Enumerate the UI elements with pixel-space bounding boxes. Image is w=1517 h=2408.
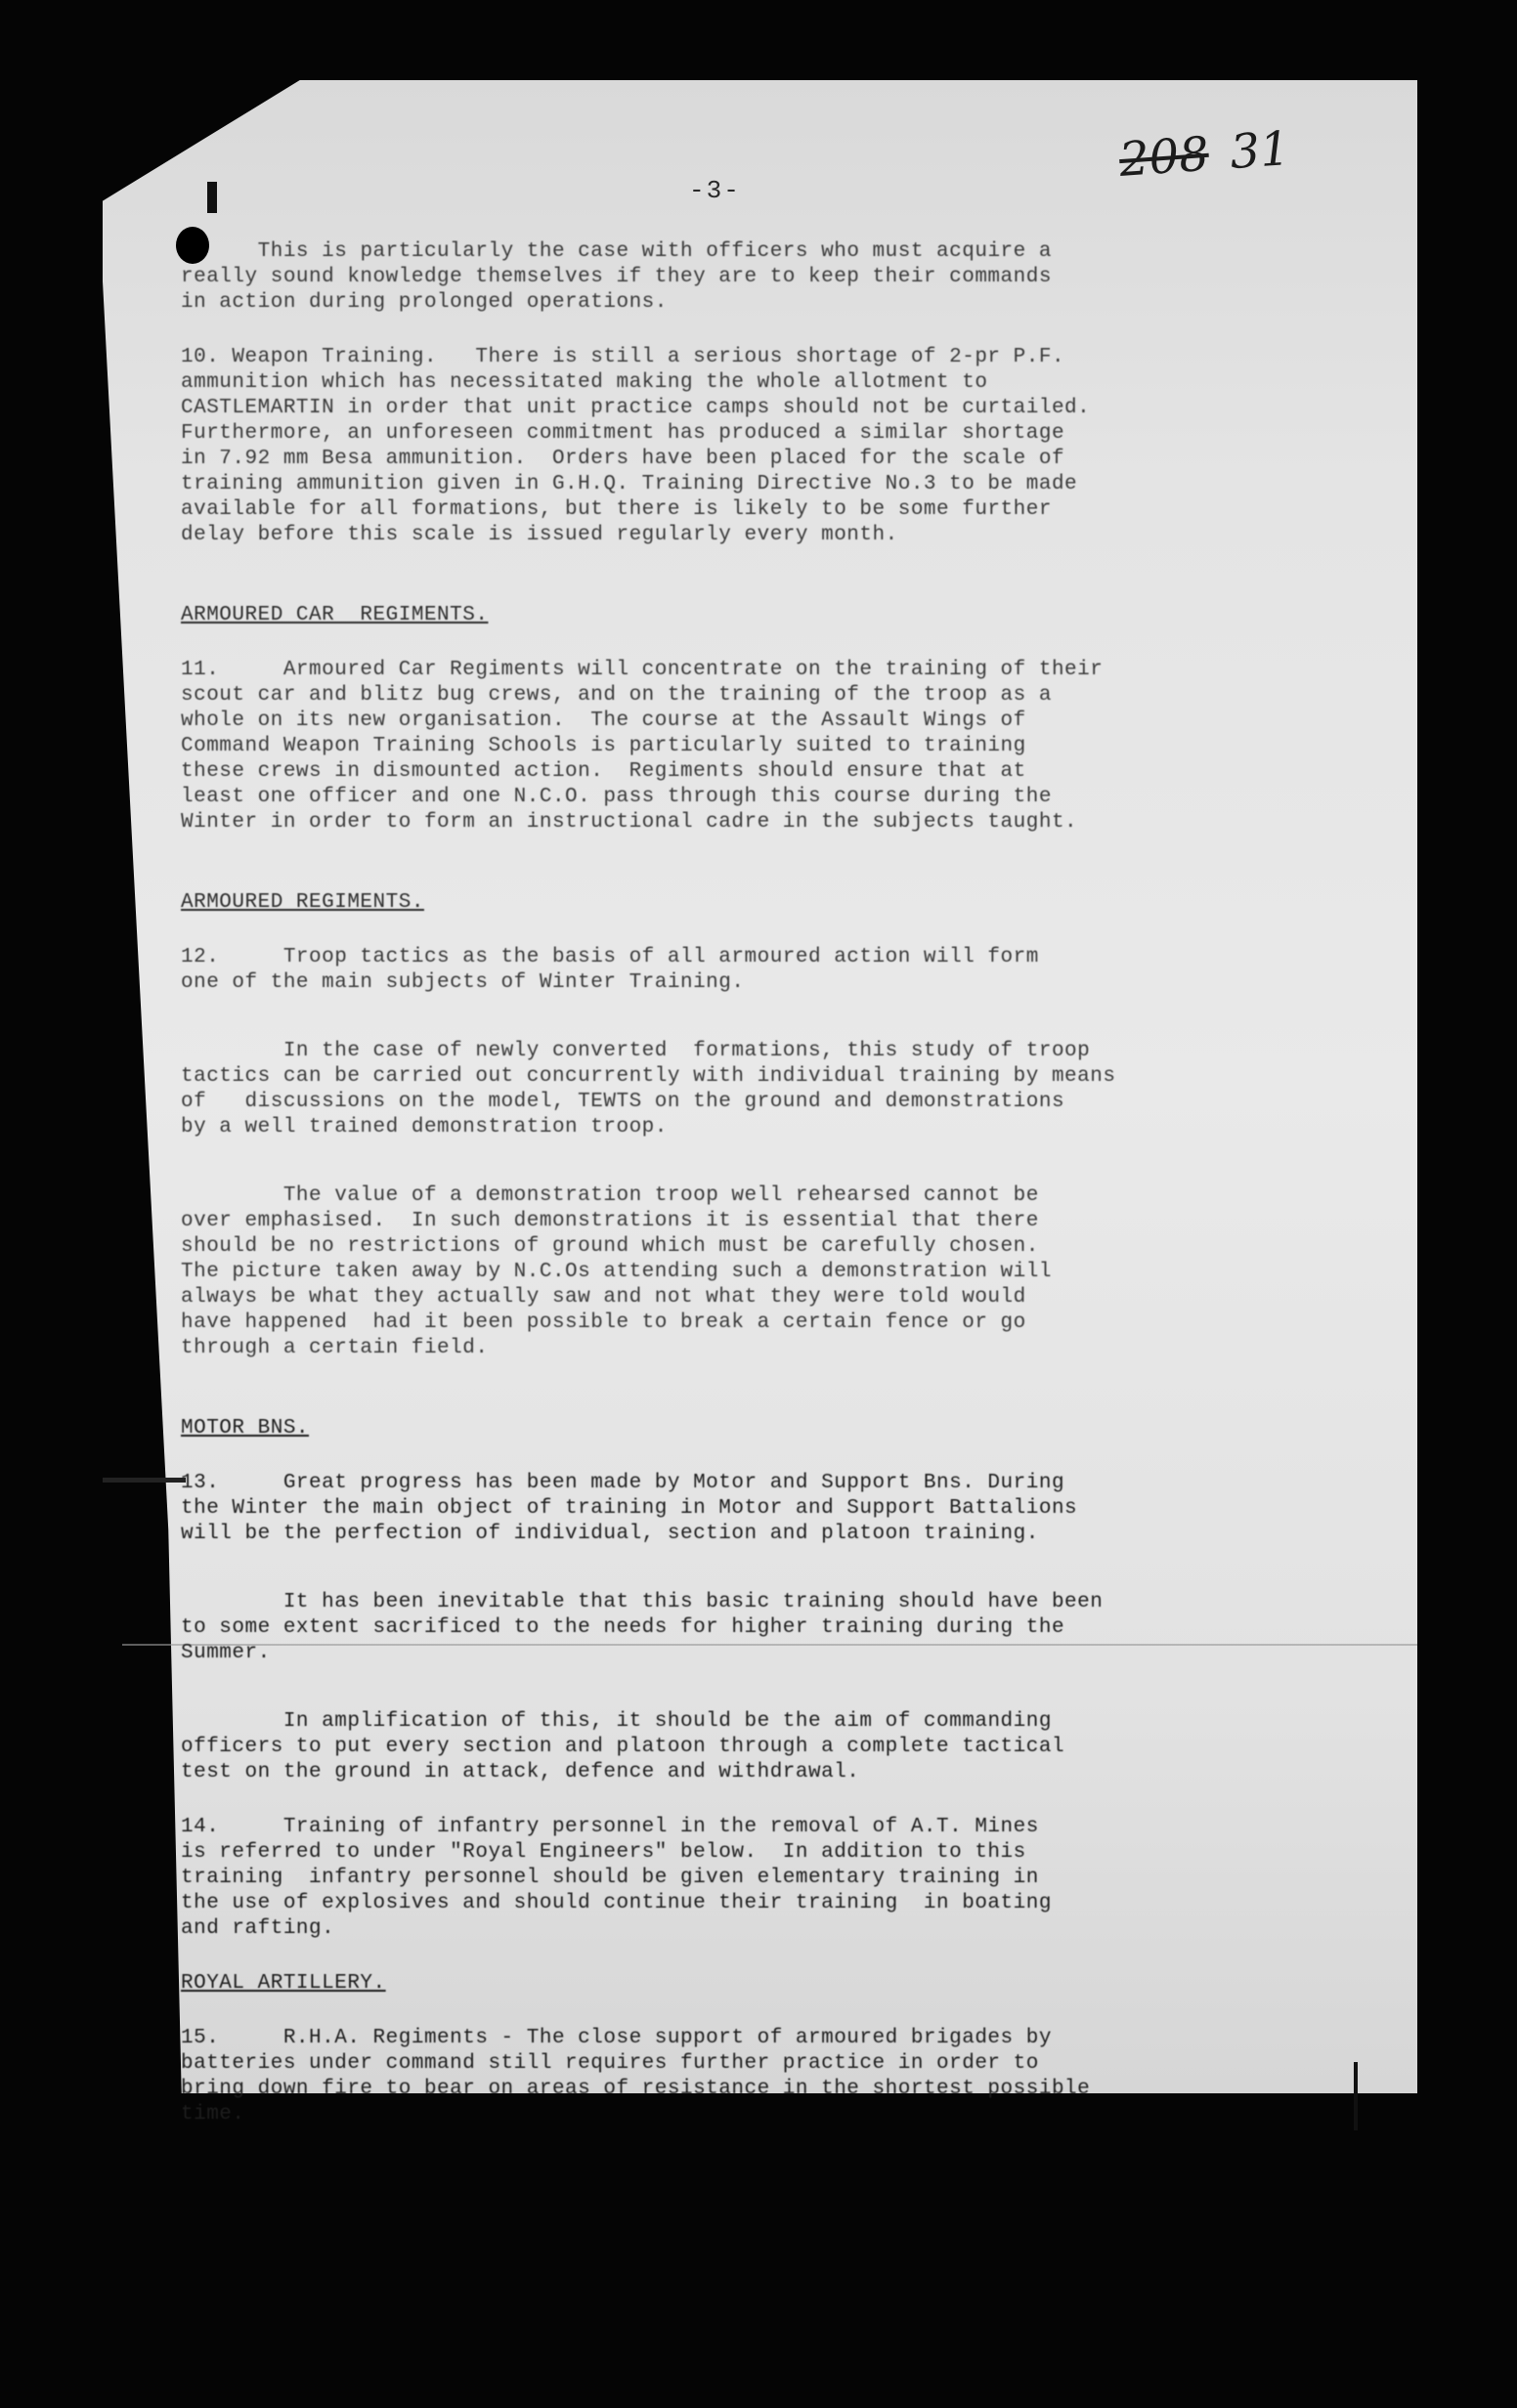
paragraph-13: 13. Great progress has been made by Motor and Support Bns. During the Winter the main object of training in Motor and Support Battalions will be the perfection of individual, section and platoon training.: [181, 1472, 1078, 1545]
folio-struck-number: 208: [1117, 126, 1211, 189]
paragraph-11: 11. Armoured Car Regiments will concentrate on the training of their scout car and blitz bug crews, and on the training of the troop as a whole on its new organisation. The course at the Assault Wings of Command Weapon Training Schools is particularly suited to training these crews in dismounted action. Regiments should ensure that at least one officer and one N.C.O. pass through this course during the Winter in order to form an instructional cadre in the subjects taught.: [181, 659, 1104, 834]
heading-motor-bns: MOTOR BNS.: [181, 1417, 310, 1440]
page-number: -3-: [689, 176, 741, 205]
paragraph-10-weapon-training: 10. Weapon Training. There is still a serious shortage of 2-pr P.F. ammunition which has necessitated making the whole allotment to CASTLEMARTIN in order that unit practice camps should not be curtailed. Furthermore, an unforeseen commitment has produced a similar shortage in 7.92 mm Besa ammunition. Orders have been placed for the scale of training ammunition given in G.H.Q. Training Directive No.3 to be made available for all formations, but there is likely to be some further delay before this scale is issued regularly every month.: [181, 346, 1091, 546]
margin-mark-icon: [103, 1478, 186, 1483]
folio-current-number: 31: [1228, 120, 1292, 181]
paragraph-15: 15. R.H.A. Regiments - The close support of armoured brigades by batteries under command still requires further practice in order to bring down fire to bear on areas of resistance in the shortest possible time.: [181, 2027, 1091, 2126]
paragraph-intro: This is particularly the case with officers who must acquire a really sound knowledge themselves if they are to keep their commands in action during prolonged operations.: [181, 240, 1052, 314]
paragraph-12b: In the case of newly converted formations, this study of troop tactics can be carried out concurrently with individual training by means of discussions on the model, TEWTS on the ground and demonstrations by a well trained demonstration troop.: [181, 1040, 1116, 1139]
paragraph-13b: It has been inevitable that this basic training should have been to some extent sacrificed to the needs for higher training during the Summer.: [181, 1591, 1104, 1664]
heading-royal-artillery: ROYAL ARTILLERY.: [181, 1972, 386, 1995]
paragraph-12c: The value of a demonstration troop well rehearsed cannot be over emphasised. In such demonstrations it is essential that there should be no restrictions of ground which must be carefully chosen. The picture taken away by N.C.Os attending such a demonstration will always be what they actually saw and not what they were told would have happened had it been possible to break a certain fence or go through a certain field.: [181, 1184, 1052, 1359]
paragraph-13c: In amplification of this, it should be the aim of commanding officers to put every section and platoon through a complete tactical test on the ground in attack, defence and withdrawal.: [181, 1710, 1065, 1784]
clip-mark-icon: [207, 182, 217, 213]
heading-armoured-regiments: ARMOURED REGIMENTS.: [181, 891, 424, 914]
heading-armoured-car-regiments: ARMOURED CAR REGIMENTS.: [181, 604, 489, 626]
document-body: [181, 239, 1364, 2128]
paragraph-14: 14. Training of infantry personnel in the removal of A.T. Mines is referred to under "Royal Engineers" below. In addition to this training infantry personnel should be given elementary training in the use of explosives and should continue their training in boating and rafting.: [181, 1816, 1052, 1940]
paragraph-12: 12. Troop tactics as the basis of all armoured action will form one of the main subjects of Winter Training.: [181, 946, 1039, 994]
